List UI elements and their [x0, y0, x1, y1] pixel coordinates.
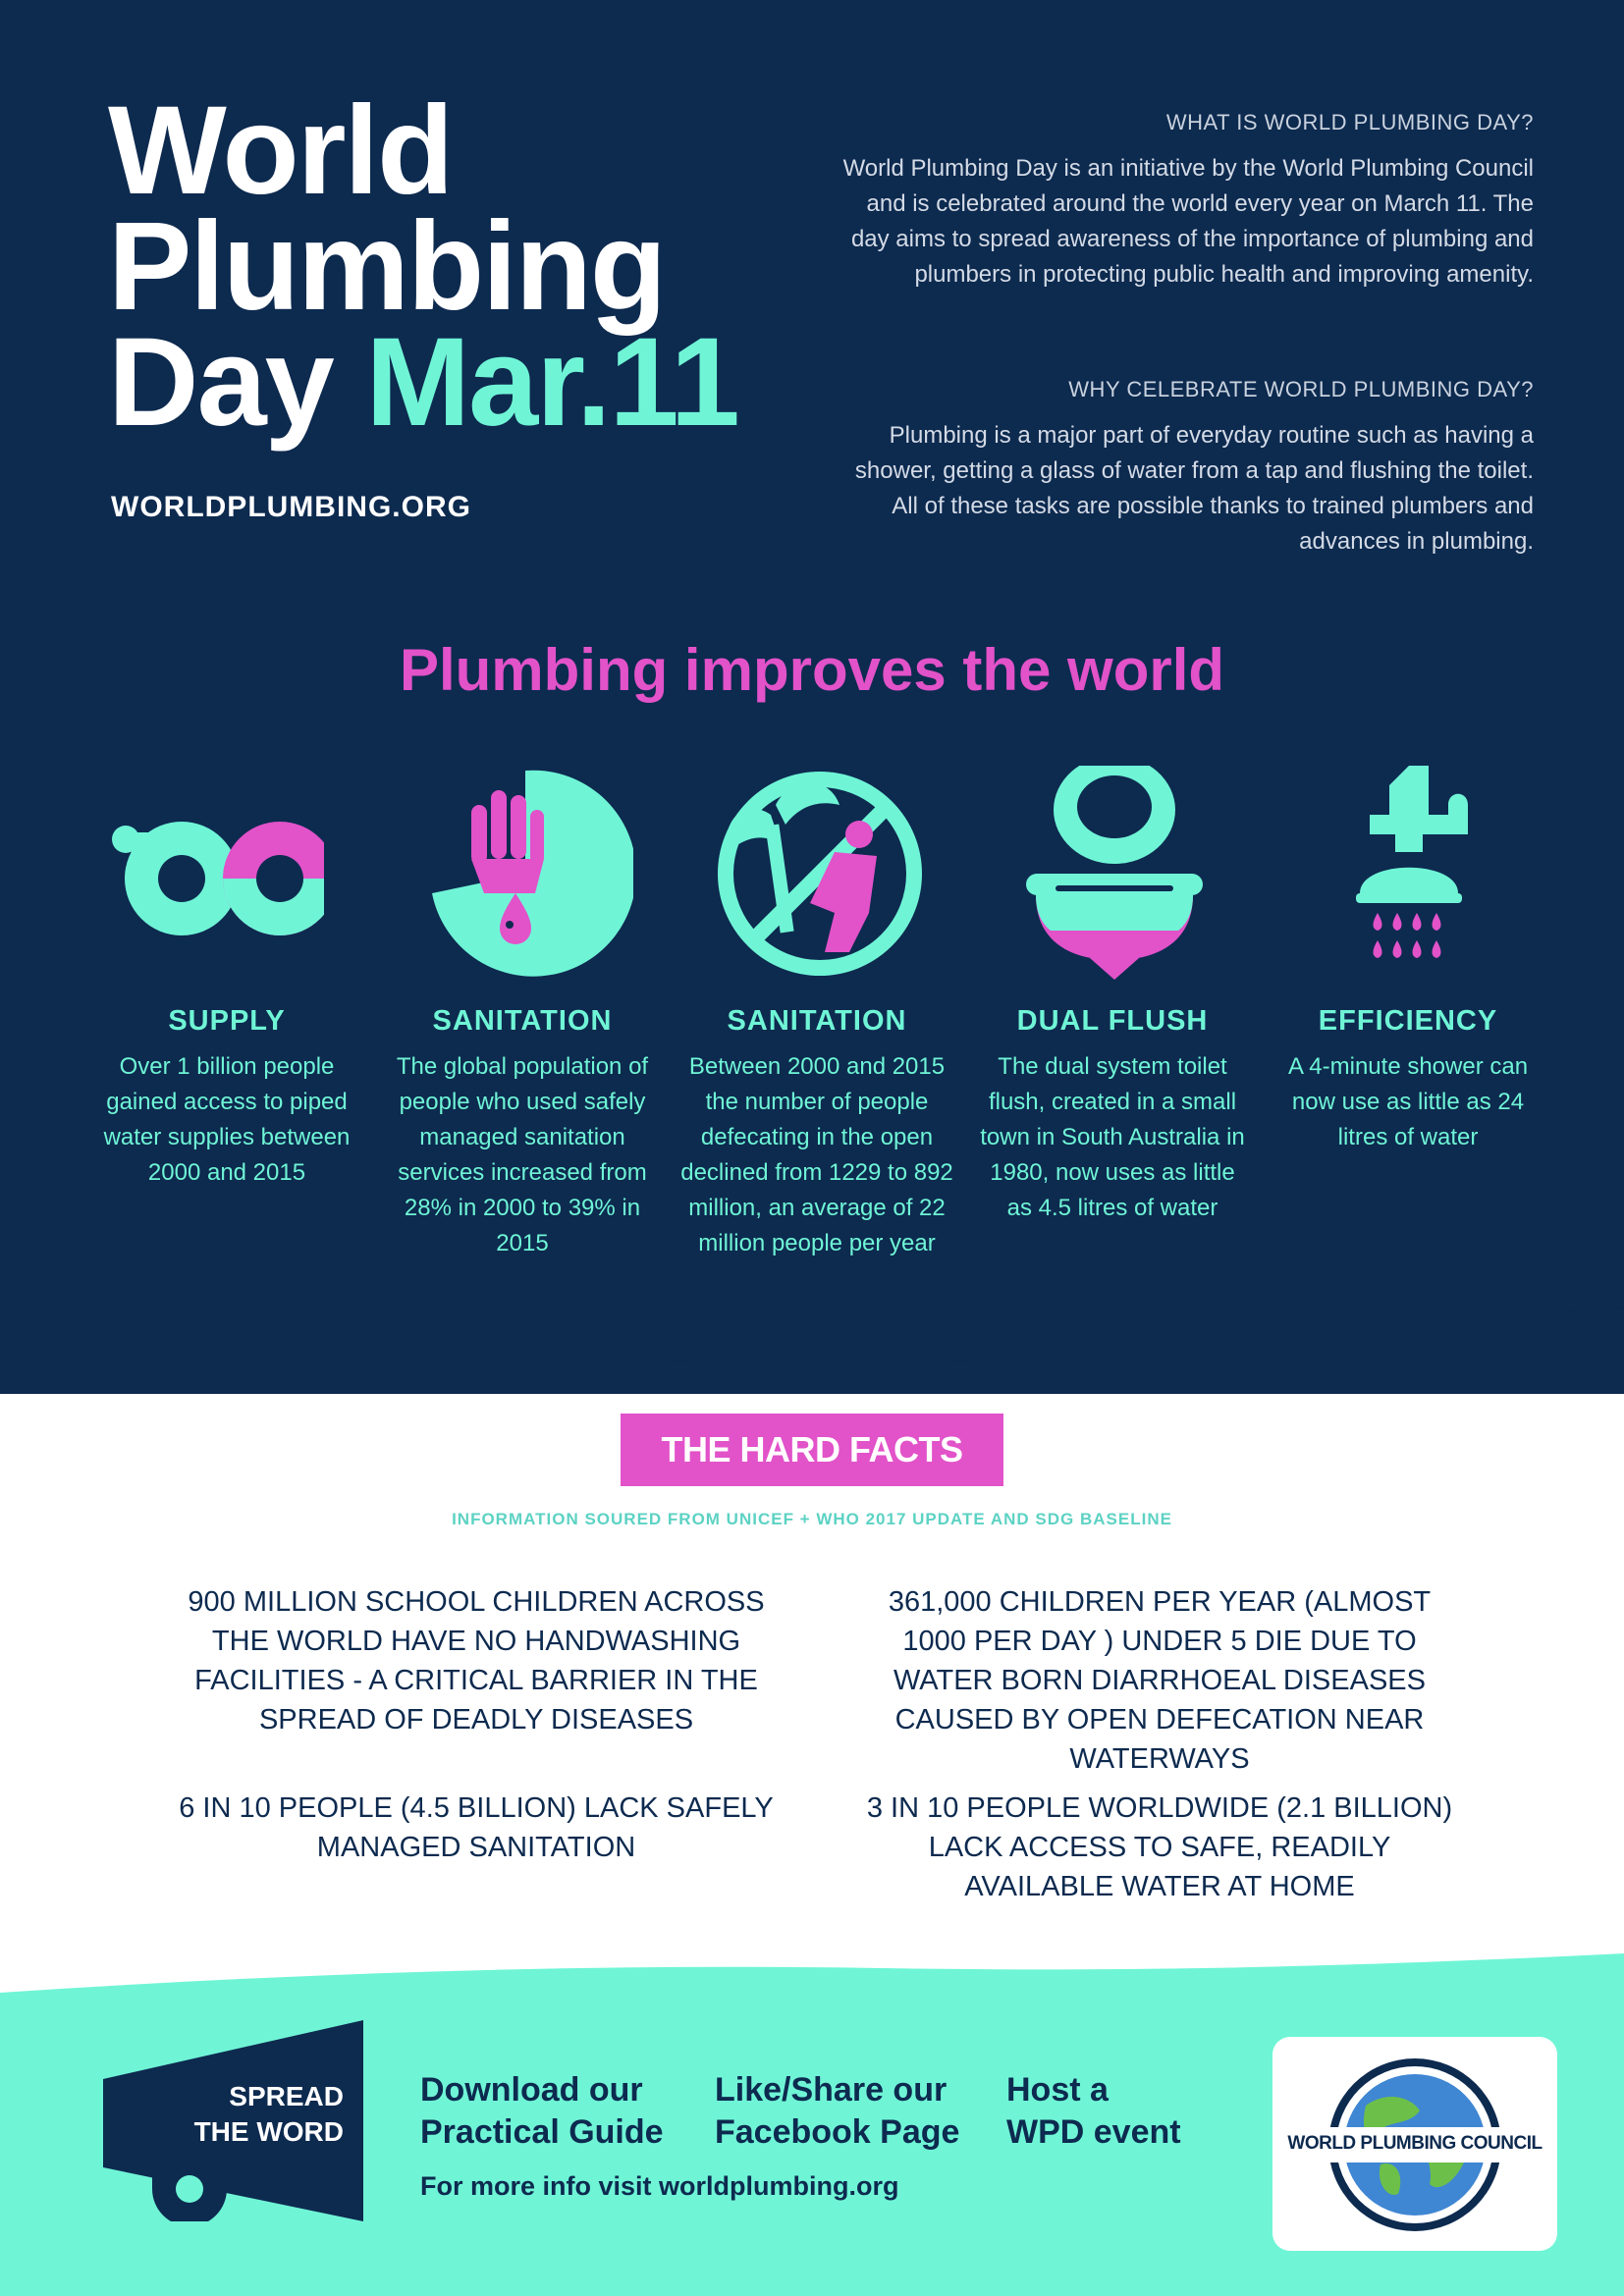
download-guide-link[interactable] [420, 2069, 664, 2154]
spread-line-2: THE WORD [193, 2116, 344, 2147]
sanitation-title-1: SANITATION [432, 1005, 613, 1037]
website-link[interactable]: WORLDPLUMBING.ORG [111, 491, 471, 523]
page-title [108, 80, 738, 453]
title-line-1: World [108, 80, 453, 221]
spread-the-word [157, 2079, 344, 2150]
title-line-3 [108, 312, 738, 453]
host-event-link[interactable] [1006, 2069, 1181, 2154]
fact-sanitation: 6 IN 10 PEOPLE (4.5 BILLION) LACK SAFELY MANAGED SANITATION [179, 1792, 774, 1863]
what-is-question: WHAT IS WORLD PLUMBING DAY? [1165, 110, 1534, 134]
why-celebrate-answer: Plumbing is a major part of everyday routine such as having a shower, getting a glass of water from a tap and flushing the toilet. All of these tasks are possible thanks to trained plumbers and advances in plumbing. [854, 422, 1534, 555]
no-open-defecation-icon [712, 766, 928, 982]
dual-flush-text: The dual system toilet flush, created in a small town in South Australia in 1980, now uses as little as 4.5 litres of water [980, 1053, 1245, 1221]
cta-host-line-2: WPD event [1006, 2113, 1181, 2151]
sanitation-column-1 [385, 1005, 660, 1261]
cta-facebook-line-2: Facebook Page [715, 2113, 960, 2151]
hand-wash-icon [417, 766, 633, 982]
fact-water-access: 3 IN 10 PEOPLE WORLDWIDE (2.1 BILLION) LACK ACCESS TO SAFE, READILY AVAILABLE WATER AT HOME [866, 1792, 1453, 1902]
facts-source: INFORMATION SOURED FROM UNICEF + WHO 2017 UPDATE AND SDG BASELINE [452, 1510, 1172, 1528]
supply-title: SUPPLY [168, 1005, 286, 1037]
sanitation-text-2: Between 2000 and 2015 the number of people defecating in the open declined from 1229 to 892 million, an average of 22 million people per year [680, 1053, 953, 1256]
cta-host-line-1: Host a [1006, 2071, 1109, 2109]
fact-handwashing: 900 MILLION SCHOOL CHILDREN ACROSS THE WORLD HAVE NO HANDWASHING FACILITIES - A CRITICAL BARRIER IN THE SPREAD OF DEADLY DISEASES [188, 1586, 765, 1735]
sanitation-column-2 [679, 1005, 954, 1261]
shower-icon [1301, 766, 1517, 982]
efficiency-text: A 4-minute shower can now use as little as 24 litres of water [1287, 1053, 1529, 1150]
facebook-page-link[interactable] [715, 2069, 959, 2154]
what-is-section [827, 110, 1534, 293]
fact-children-deaths: 361,000 CHILDREN PER YEAR (ALMOST 1000 PER DAY ) UNDER 5 DIE DUE TO WATER BORN DIARRHOEAL DISEASES CAUSED BY OPEN DEFECATION NEAR WATERWAYS [888, 1586, 1432, 1775]
navy-wave-edge [0, 1296, 1624, 1414]
title-date: Mar.11 [365, 312, 738, 453]
pipe-icon [108, 766, 324, 982]
spread-line-1: SPREAD [229, 2081, 344, 2111]
why-celebrate-section [827, 377, 1534, 560]
title-line-2: Plumbing [108, 196, 666, 337]
more-info-link[interactable]: For more info visit worldplumbing.org [420, 2171, 899, 2201]
efficiency-title: EFFICIENCY [1318, 1005, 1498, 1037]
sanitation-title-2: SANITATION [727, 1005, 907, 1037]
hard-facts-heading: THE HARD FACTS [621, 1414, 1003, 1486]
dual-flush-title: DUAL FLUSH [1016, 1005, 1209, 1037]
sanitation-text-1: The global population of people who used safely managed sanitation services increased from 28% in 2000 to 39% in 2015 [396, 1053, 649, 1256]
improves-heading: Plumbing improves the world [399, 637, 1225, 703]
cta-guide-line-2: Practical Guide [420, 2113, 664, 2151]
cta-guide-line-1: Download our [420, 2071, 643, 2109]
supply-column [89, 1005, 364, 1191]
world-plumbing-council-logo [1272, 2037, 1557, 2251]
supply-text: Over 1 billion people gained access to piped water supplies between 2000 and 2015 [103, 1053, 351, 1186]
dual-flush-column [975, 1005, 1250, 1226]
title-day: Day [108, 312, 333, 453]
logo-text: WORLD PLUMBING COUNCIL [1287, 2133, 1543, 2154]
cta-facebook-line-1: Like/Share our [715, 2071, 947, 2109]
what-is-answer: World Plumbing Day is an initiative by the World Plumbing Council and is celebrated around the world every year on March 11. The day aims to spread awareness of the importance of plumbing and plumbers in protecting public health and improving amenity. [842, 155, 1534, 288]
toilet-icon [1006, 766, 1222, 982]
efficiency-column [1271, 1005, 1545, 1155]
why-celebrate-question: WHY CELEBRATE WORLD PLUMBING DAY? [1068, 377, 1534, 401]
